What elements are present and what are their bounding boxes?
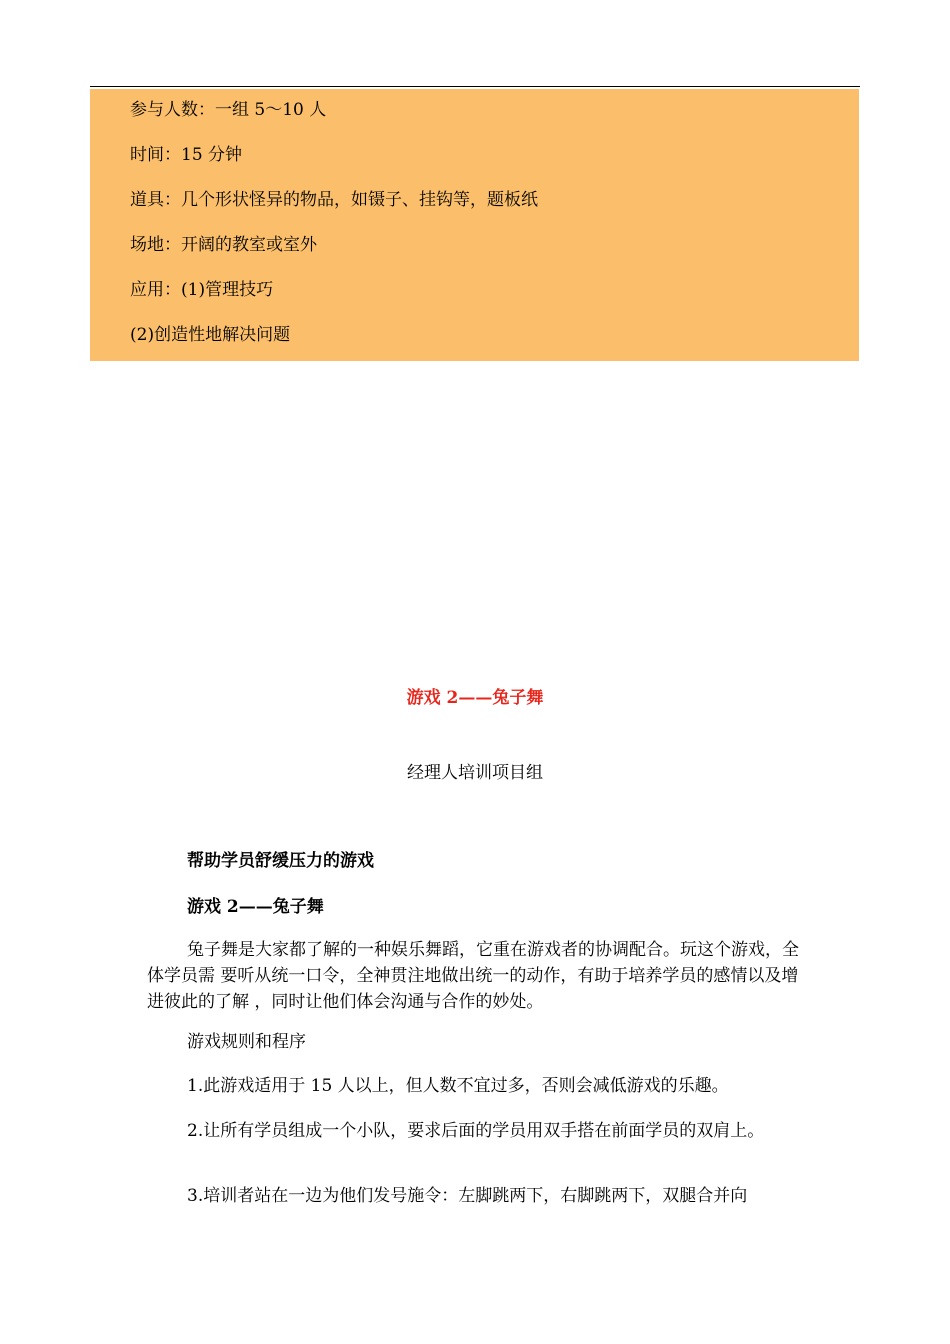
info-participants: 参与人数：一组 5～10 人 <box>130 100 327 120</box>
info-time: 时间：15 分钟 <box>130 145 243 165</box>
section-heading: 帮助学员舒缓压力的游戏 <box>187 851 374 871</box>
intro-paragraph: 兔子舞是大家都了解的一种娱乐舞蹈，它重在游戏者的协调配合。玩这个游戏，全体学员需 要听从统一口令，全神贯注地做出统一的动作，有助于培养学员的感情以及增进彼此的了解 ，同时让他们体会沟通与合作的妙处。 <box>147 940 799 1012</box>
rule-item-2: 2.让所有学员组成一个小队，要求后面的学员用双手搭在前面学员的双肩上。 <box>187 1121 765 1141</box>
document-subtitle: 经理人培训项目组 <box>407 763 543 783</box>
game-heading: 游戏 2——兔子舞 <box>187 897 324 917</box>
info-props: 道具：几个形状怪异的物品，如镊子、挂钩等，题板纸 <box>130 190 538 210</box>
rule-item-1: 1.此游戏适用于 15 人以上，但人数不宜过多，否则会减低游戏的乐趣。 <box>187 1076 729 1096</box>
top-horizontal-rule <box>90 86 860 87</box>
info-venue: 场地：开阔的教室或室外 <box>130 235 317 255</box>
game-title: 游戏 2——兔子舞 <box>406 688 544 708</box>
rule-item-3: 3.培训者站在一边为他们发号施令：左脚跳两下，右脚跳两下，双腿合并向 <box>187 1186 748 1206</box>
game-info-box <box>90 89 859 361</box>
rules-heading: 游戏规则和程序 <box>187 1032 306 1052</box>
info-application-1: 应用：(1)管理技巧 <box>130 280 274 300</box>
info-application-2: (2)创造性地解决问题 <box>130 325 291 345</box>
